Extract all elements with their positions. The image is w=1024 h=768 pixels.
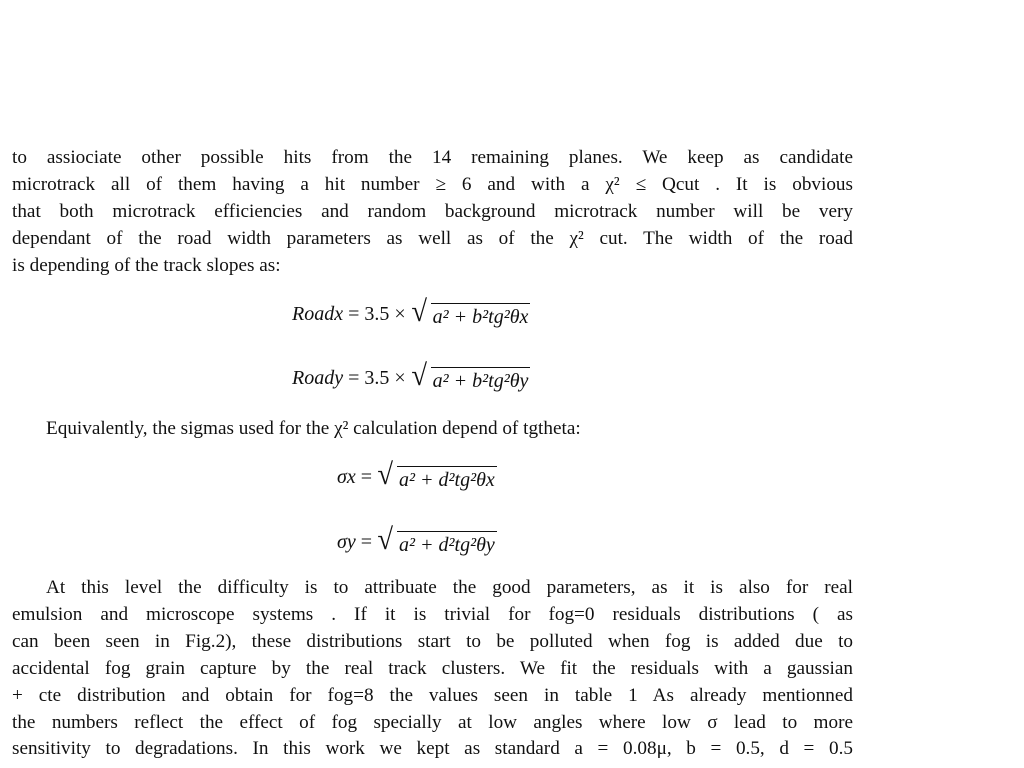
paragraph-line: microtrack all of them having a hit number ≥ 6 and with a χ² ≤ Qcut . It is obvious <box>12 173 853 195</box>
paragraph-text: Equivalently, the sigmas used for the χ² calculation depend of tgtheta: <box>46 418 581 439</box>
paragraph-road-width <box>12 145 853 280</box>
square-root <box>411 295 531 329</box>
radical-sign-icon: √ <box>411 359 427 392</box>
radical-sign-icon: √ <box>411 295 427 328</box>
paragraph-line: is depending of the track slopes as: <box>12 254 281 276</box>
equation-lhs: Roady <box>292 367 344 389</box>
paragraph-line: the numbers reflect the effect of fog specially at low angles where low σ lead to more <box>12 711 853 733</box>
radical-sign-icon: √ <box>377 458 394 491</box>
square-root <box>411 359 531 393</box>
paragraph-line: emulsion and microscope systems . If it is trivial for fog=0 residuals distributions ( as <box>12 603 853 625</box>
paragraph-line: At this level the difficulty is to attribuate the good parameters, as it is also for real <box>46 577 853 598</box>
equation-sigma-y <box>337 523 497 557</box>
radicand: a² + d²tg²θy <box>397 531 497 557</box>
paragraph-line: accidental fog grain capture by the real track clusters. We fit the residuals with a gaussian <box>12 657 853 679</box>
equation-operator: = 3.5 × <box>348 367 406 389</box>
square-root <box>377 458 497 492</box>
equation-operator: = <box>360 531 373 553</box>
paragraph-line: to assiociate other possible hits from the 14 remaining planes. We keep as candidate <box>12 147 853 168</box>
radicand: a² + d²tg²θx <box>397 466 497 492</box>
equation-lhs: σy <box>337 531 356 553</box>
paragraph-line: sensitivity to degradations. In this work we kept as standard a = 0.08μ, b = 0.5, d = 0.5 <box>12 738 853 760</box>
paragraph-line: dependant of the road width parameters as well as of the χ² cut. The width of the road <box>12 227 853 249</box>
radical-sign-icon: √ <box>377 523 394 556</box>
equation-lhs: σx <box>337 466 356 488</box>
square-root <box>377 523 497 557</box>
paragraph-line: that both microtrack efficiencies and random background microtrack number will be very <box>12 200 853 222</box>
equation-operator: = <box>360 466 373 488</box>
radicand: a² + b²tg²θx <box>431 303 531 329</box>
paragraph-line: + cte distribution and obtain for fog=8 the values seen in table 1 As already mentionned <box>12 684 853 706</box>
paragraph-line: can been seen in Fig.2), these distributions start to be polluted when fog is added due to <box>12 630 853 652</box>
equation-roadx <box>292 295 530 329</box>
equation-roady <box>292 359 530 393</box>
paragraph-parameters <box>12 575 853 763</box>
equation-sigma-x <box>337 458 497 492</box>
equation-lhs: Roadx <box>292 303 344 325</box>
paragraph-sigmas <box>12 416 853 443</box>
radicand: a² + b²tg²θy <box>431 367 531 393</box>
equation-operator: = 3.5 × <box>348 303 406 325</box>
